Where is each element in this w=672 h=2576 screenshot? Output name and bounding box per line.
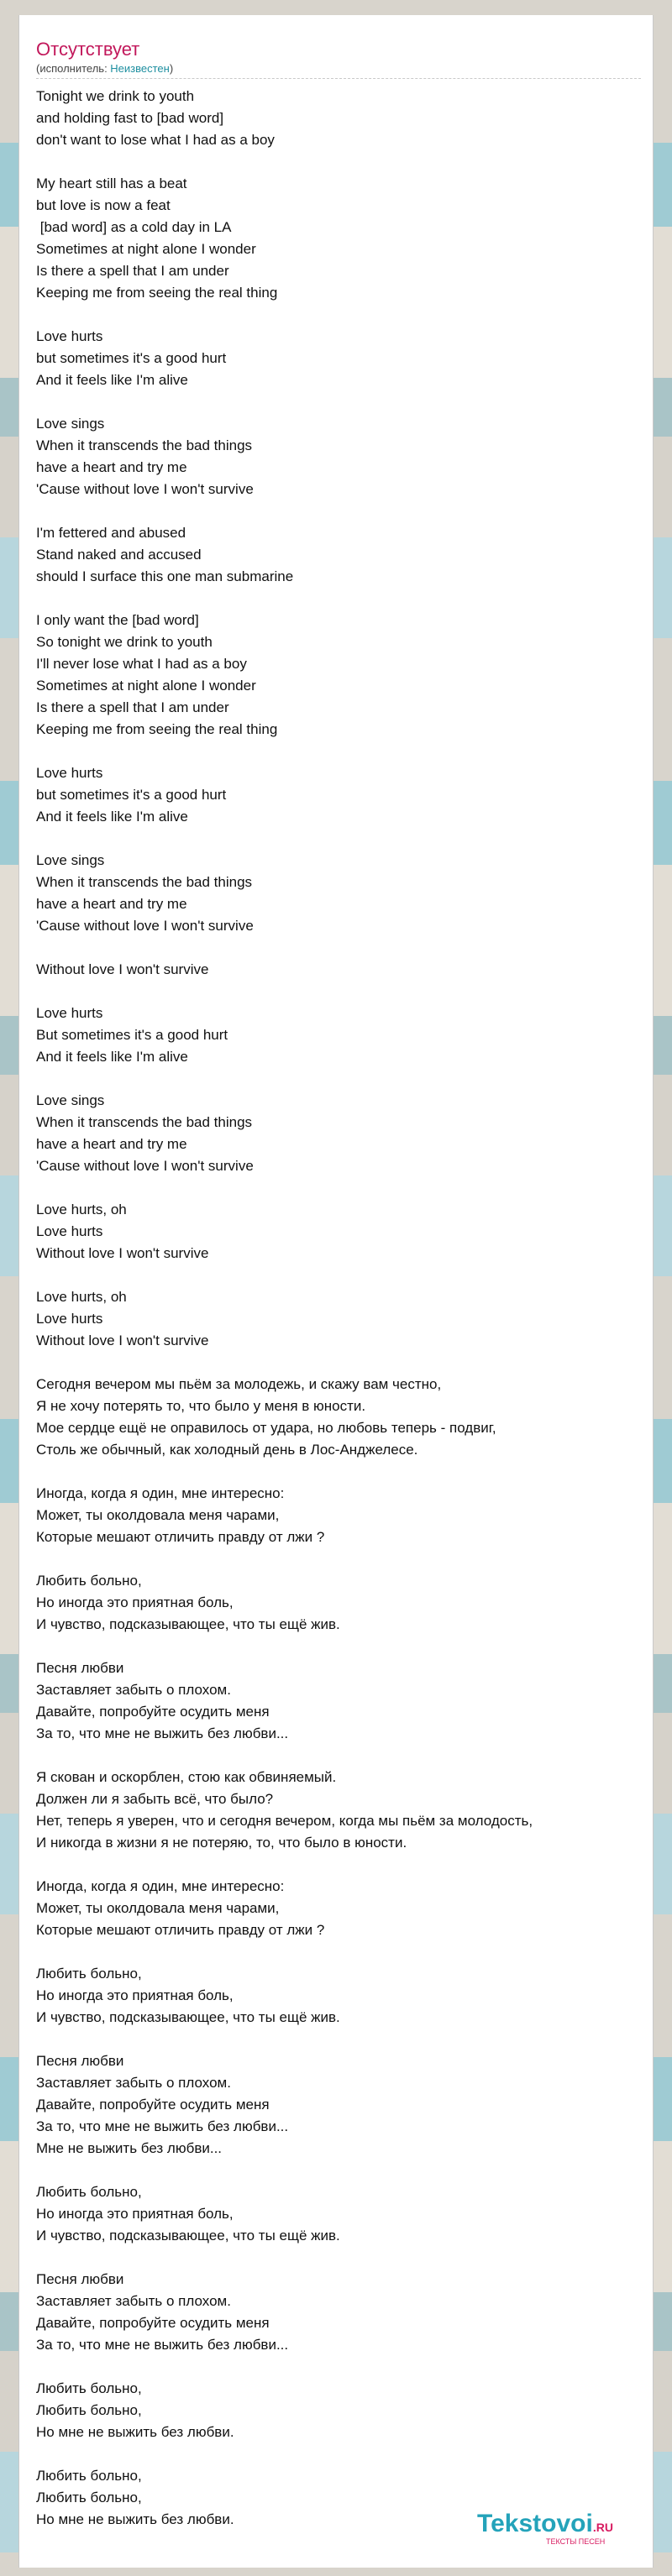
stanza — [36, 1199, 636, 1264]
lyric-line: Должен ли я забыть всё, что было? — [36, 1791, 274, 1807]
lyric-line: Сегодня вечером мы пьём за молодежь, и скажу вам честно, — [36, 1376, 442, 1392]
lyric-line: Давайте, попробуйте осудить меня — [36, 2315, 270, 2331]
lyric-line: Может, ты околдовала меня чарами, — [36, 1900, 280, 1916]
lyric-line: И чувство, подсказывающее, что ты ещё жив. — [36, 2009, 340, 2025]
lyric-line: Love sings — [36, 416, 105, 432]
stanza — [36, 1570, 636, 1636]
lyric-line: Love hurts, oh — [36, 1202, 127, 1217]
lyric-line: Песня любви — [36, 2271, 124, 2287]
lyric-line: 'Cause without love I won't survive — [36, 918, 254, 934]
stanza — [36, 1657, 636, 1745]
lyric-line: Love sings — [36, 1092, 105, 1108]
stanza — [36, 1003, 636, 1068]
lyric-line: When it transcends the bad things — [36, 874, 253, 890]
lyric-line: Любить больно, — [36, 2490, 142, 2505]
stanza — [36, 2050, 636, 2160]
lyric-line: Заставляет забыть о плохом. — [36, 2075, 231, 2091]
stanza — [36, 413, 636, 500]
lyric-line: but sometimes it's a good hurt — [36, 350, 227, 366]
lyric-line: Но иногда это приятная боль, — [36, 1987, 234, 2003]
artist-suffix: ) — [169, 62, 174, 75]
lyric-line: Любить больно, — [36, 2468, 142, 2484]
lyric-line: И чувство, подсказывающее, что ты ещё жив. — [36, 1616, 340, 1632]
lyric-line: За то, что мне не выжить без любви... — [36, 1725, 289, 1741]
lyric-line: should I surface this one man submarine — [36, 568, 294, 584]
stanza — [36, 610, 636, 741]
stanza — [36, 850, 636, 937]
lyric-line: Keeping me from seeing the real thing — [36, 285, 278, 301]
lyric-line: Stand naked and accused — [36, 547, 202, 563]
stanza — [36, 86, 636, 151]
lyric-line: Without love I won't survive — [36, 1333, 209, 1348]
lyric-line: but love is now a feat — [36, 197, 171, 213]
lyric-line: Любить больно, — [36, 1966, 142, 1982]
lyric-line: Love hurts — [36, 328, 103, 344]
lyric-line: Tonight we drink to youth — [36, 88, 195, 104]
stanza — [36, 959, 636, 981]
lyric-line: Песня любви — [36, 1660, 124, 1676]
lyric-line: Sometimes at night alone I wonder — [36, 678, 256, 694]
lyric-line: Которые мешают отличить правду от лжи ? — [36, 1922, 325, 1938]
lyric-line: Давайте, попробуйте осудить меня — [36, 1704, 270, 1720]
lyric-line: Мне не выжить без любви... — [36, 2140, 223, 2156]
lyric-line: have a heart and try me — [36, 1136, 187, 1152]
lyric-line: Without love I won't survive — [36, 1245, 209, 1261]
lyric-line: Love hurts — [36, 1223, 103, 1239]
lyric-line: За то, что мне не выжить без любви... — [36, 2337, 289, 2353]
lyric-line: don't want to lose what I had as a boy — [36, 132, 275, 148]
lyric-line: Любить больно, — [36, 1573, 142, 1589]
title-divider — [36, 78, 641, 79]
lyric-line: Love hurts — [36, 1005, 103, 1021]
stanza — [36, 2378, 636, 2443]
lyric-line: Но иногда это приятная боль, — [36, 2206, 234, 2222]
lyric-line: When it transcends the bad things — [36, 437, 253, 453]
lyric-line: Keeping me from seeing the real thing — [36, 721, 278, 737]
lyric-line: and holding fast to [bad word] — [36, 110, 224, 126]
logo-tagline: ТЕКСТЫ ПЕСЕН — [546, 2537, 606, 2546]
lyric-line: Love hurts — [36, 1311, 103, 1327]
lyric-line: Заставляет забыть о плохом. — [36, 2293, 231, 2309]
stanza — [36, 326, 636, 391]
logo-tld: .RU — [592, 2521, 613, 2534]
lyric-line: И никогда в жизни я не потеряю, то, что было в юности. — [36, 1835, 407, 1851]
lyric-line: Но иногда это приятная боль, — [36, 1594, 234, 1610]
lyric-line: I only want the [bad word] — [36, 612, 199, 628]
stanza — [36, 1963, 636, 2029]
stanza — [36, 522, 636, 588]
lyric-line: And it feels like I'm alive — [36, 1049, 188, 1065]
artist-line — [36, 62, 636, 76]
stanza — [36, 1374, 636, 1461]
lyric-line: И чувство, подсказывающее, что ты ещё жив. — [36, 2228, 340, 2244]
lyrics-page — [18, 15, 654, 2568]
lyric-line: Love sings — [36, 852, 105, 868]
stanza — [36, 1090, 636, 1177]
lyric-line: I'll never lose what I had as a boy — [36, 656, 247, 672]
lyric-line: Without love I won't survive — [36, 961, 209, 977]
artist-prefix: (исполнитель: — [36, 62, 111, 75]
stanza — [36, 1767, 636, 1854]
lyric-line: Заставляет забыть о плохом. — [36, 1682, 231, 1698]
stanza — [36, 1876, 636, 1941]
lyric-line: Любить больно, — [36, 2380, 142, 2396]
lyric-line: [bad word] as a cold day in LA — [36, 219, 232, 235]
lyric-line: Sometimes at night alone I wonder — [36, 241, 256, 257]
lyric-line: Is there a spell that I am under — [36, 699, 229, 715]
logo-name: Tekstovoi — [477, 2510, 593, 2537]
lyric-line: Я скован и оскорблен, стою как обвиняемый. — [36, 1769, 337, 1785]
lyric-line: And it feels like I'm alive — [36, 372, 188, 388]
stanza — [36, 2269, 636, 2356]
stanza — [36, 762, 636, 828]
lyric-line: Может, ты околдовала меня чарами, — [36, 1507, 280, 1523]
tekstovoi-logo[interactable] — [477, 2511, 654, 2551]
lyric-line: Песня любви — [36, 2053, 124, 2069]
lyric-line: Is there a spell that I am under — [36, 263, 229, 279]
lyric-line: I'm fettered and abused — [36, 525, 186, 541]
lyric-line: Я не хочу потерять то, что было у меня в юности. — [36, 1398, 366, 1414]
lyric-line: have a heart and try me — [36, 459, 187, 475]
lyric-line: When it transcends the bad things — [36, 1114, 253, 1130]
stanza — [36, 1483, 636, 1548]
stanza — [36, 173, 636, 304]
lyric-line: Но мне не выжить без любви. — [36, 2511, 234, 2527]
lyric-line: Которые мешают отличить правду от лжи ? — [36, 1529, 325, 1545]
lyric-line: My heart still has a beat — [36, 175, 187, 191]
lyric-line: So tonight we drink to youth — [36, 634, 213, 650]
lyric-line: Давайте, попробуйте осудить меня — [36, 2097, 270, 2113]
lyric-line: За то, что мне не выжить без любви... — [36, 2118, 289, 2134]
lyric-line: but sometimes it's a good hurt — [36, 787, 227, 803]
lyric-line: Любить больно, — [36, 2184, 142, 2200]
lyric-line: Столь же обычный, как холодный день в Лос-Анджелесе. — [36, 1442, 418, 1458]
lyrics-text — [36, 86, 636, 2531]
lyric-line: Любить больно, — [36, 2402, 142, 2418]
lyric-line: 'Cause without love I won't survive — [36, 1158, 254, 1174]
lyric-line: Мое сердце ещё не оправилось от удара, но любовь теперь - подвиг, — [36, 1420, 496, 1436]
song-title: Отсутствует — [36, 39, 140, 60]
lyric-line: Но мне не выжить без любви. — [36, 2424, 234, 2440]
lyric-line: have a heart and try me — [36, 896, 187, 912]
lyric-line: Love hurts — [36, 765, 103, 781]
lyric-line: Нет, теперь я уверен, что и сегодня вечером, когда мы пьём за молодость, — [36, 1813, 533, 1829]
lyric-line: Love hurts, oh — [36, 1289, 127, 1305]
lyric-line: Иногда, когда я один, мне интересно: — [36, 1485, 285, 1501]
lyric-line: 'Cause without love I won't survive — [36, 481, 254, 497]
stanza — [36, 1286, 636, 1352]
lyric-line: And it feels like I'm alive — [36, 809, 188, 825]
stanza — [36, 2181, 636, 2247]
lyric-line: But sometimes it's a good hurt — [36, 1027, 228, 1043]
artist-link[interactable]: Неизвестен — [110, 62, 170, 75]
lyric-line: Иногда, когда я один, мне интересно: — [36, 1878, 285, 1894]
